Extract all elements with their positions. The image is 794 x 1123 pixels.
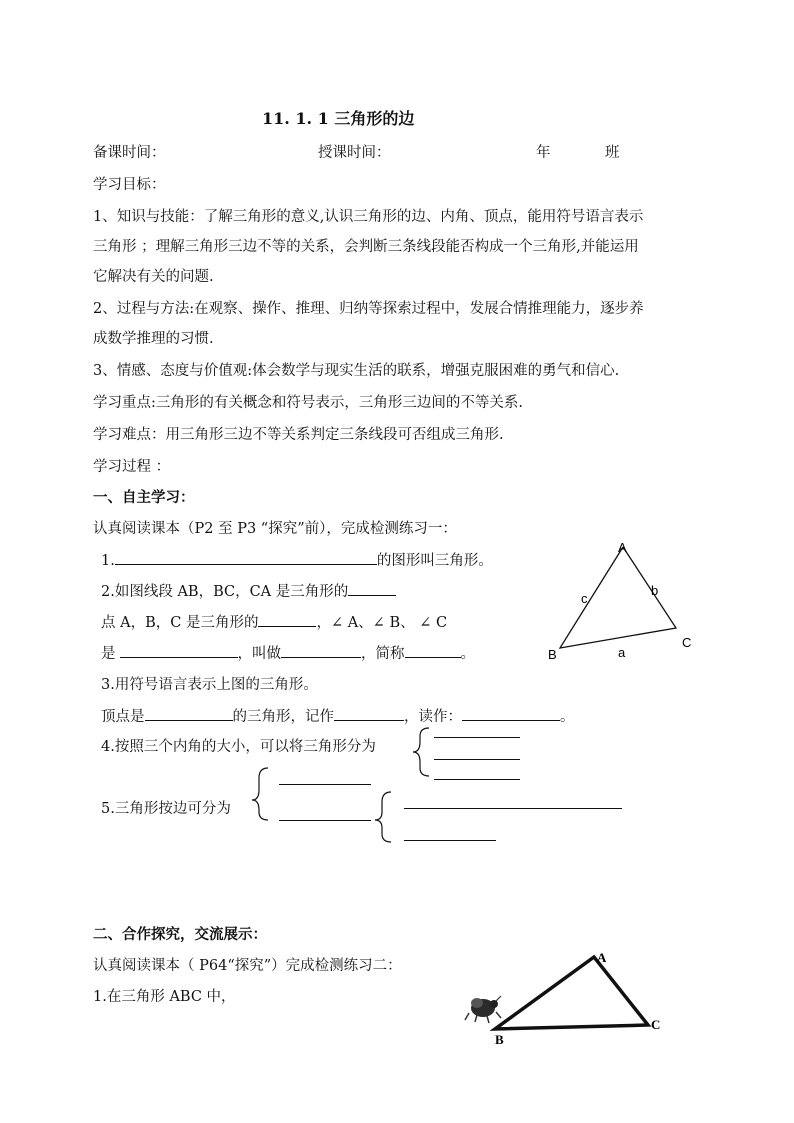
- teach-time-label: 授课时间：: [318, 145, 391, 161]
- prep-time-label: 备课时间：: [93, 145, 166, 161]
- objectives-heading: 学习目标：: [93, 177, 166, 193]
- section-2-intro: 认真阅读课本（ P64“探究”）完成检测练习二：: [93, 958, 402, 974]
- section-2-question-1: 1.在三角形 ABC 中，: [93, 989, 236, 1005]
- question-2-text-c: 是: [101, 646, 116, 662]
- process-label: 学习过程 ：: [93, 459, 171, 475]
- vertex-label-a: A: [618, 540, 627, 555]
- answer-blank[interactable]: [279, 784, 371, 785]
- question-2-text-a: 2.如图线段 AB，BC，CA 是三角形的: [101, 584, 349, 600]
- key-point: 学习重点:三角形的有关概念和符号表示，三角形三边间的不等关系.: [93, 395, 523, 411]
- question-2-text-e: ，简称: [361, 646, 405, 662]
- answer-blank[interactable]: [404, 840, 496, 841]
- question-1-text: 的图形叫三角形。: [376, 553, 493, 569]
- question-3-text-a: 顶点是: [101, 709, 145, 725]
- vertex-label-b: B: [548, 647, 557, 662]
- question-3-text-c: ，读作：: [404, 709, 462, 725]
- triangle-diagram-1: [540, 535, 710, 665]
- vertex-label-a: A: [597, 950, 607, 965]
- vertex-label-b: B: [495, 1032, 504, 1047]
- objective-2-line-1: 2、过程与方法:在观察、操作、推理、归纳等探索过程中，发展合情推理能力，逐步养: [93, 301, 644, 317]
- objective-2-line-2: 成数学推理的习惯.: [93, 331, 214, 347]
- section-1-heading: 一、自主学习：: [93, 489, 195, 506]
- side-label-a: a: [618, 645, 626, 660]
- section-2-heading: 二、合作探究，交流展示：: [93, 926, 267, 943]
- question-2-text-d: ，叫做: [237, 646, 281, 662]
- question-3-text-d: 。: [560, 709, 575, 725]
- difficulty: 学习难点：用三角形三边不等关系判定三条线段可否组成三角形.: [93, 427, 504, 443]
- question-4: 4.按照三个内角的大小，可以将三角形分为: [101, 739, 376, 755]
- vertex-label-c: C: [682, 635, 692, 650]
- question-1-number: 1.: [101, 553, 115, 569]
- class-label: 班: [605, 145, 620, 161]
- question-3: 3.用符号语言表示上图的三角形。: [101, 677, 318, 693]
- objective-1-line-3: 它解决有关的问题.: [93, 269, 214, 285]
- question-2-text-f: 。: [460, 646, 475, 662]
- section-1-intro: 认真阅读课本（P2 至 P3 “探究”前），完成检测练习一：: [93, 521, 457, 537]
- side-label-c: c: [581, 591, 588, 606]
- side-label-b: b: [651, 583, 659, 598]
- objective-1-line-2: 三角形 ；理解三角形三边不等的关系，会判断三条线段能否构成一个三角形,并能运用: [93, 239, 639, 255]
- answer-blank[interactable]: [279, 820, 371, 821]
- objective-1-line-1: 1、知识与技能：了解三角形的意义,认识三角形的边、内角、顶点，能用符号语言表示: [93, 209, 644, 225]
- year-label: 年: [536, 145, 551, 161]
- page-title: 11. 1. 1 三角形的边: [262, 109, 415, 128]
- vertex-label-c: C: [651, 1017, 661, 1032]
- question-3-text-b: 的三角形，记作: [232, 709, 334, 725]
- objective-3: 3、情感、态度与价值观:体会数学与现实生活的联系，增强克服困难的勇气和信心.: [93, 363, 620, 379]
- triangle-diagram-2: [485, 945, 675, 1050]
- question-2-text-b: 点 A，B，C 是三角形的: [101, 615, 259, 631]
- question-2-angles: ，∠ A、∠ B、 ∠ C: [316, 615, 448, 631]
- answer-blank[interactable]: [404, 808, 622, 809]
- question-5: 5.三角形按边可分为: [101, 801, 231, 817]
